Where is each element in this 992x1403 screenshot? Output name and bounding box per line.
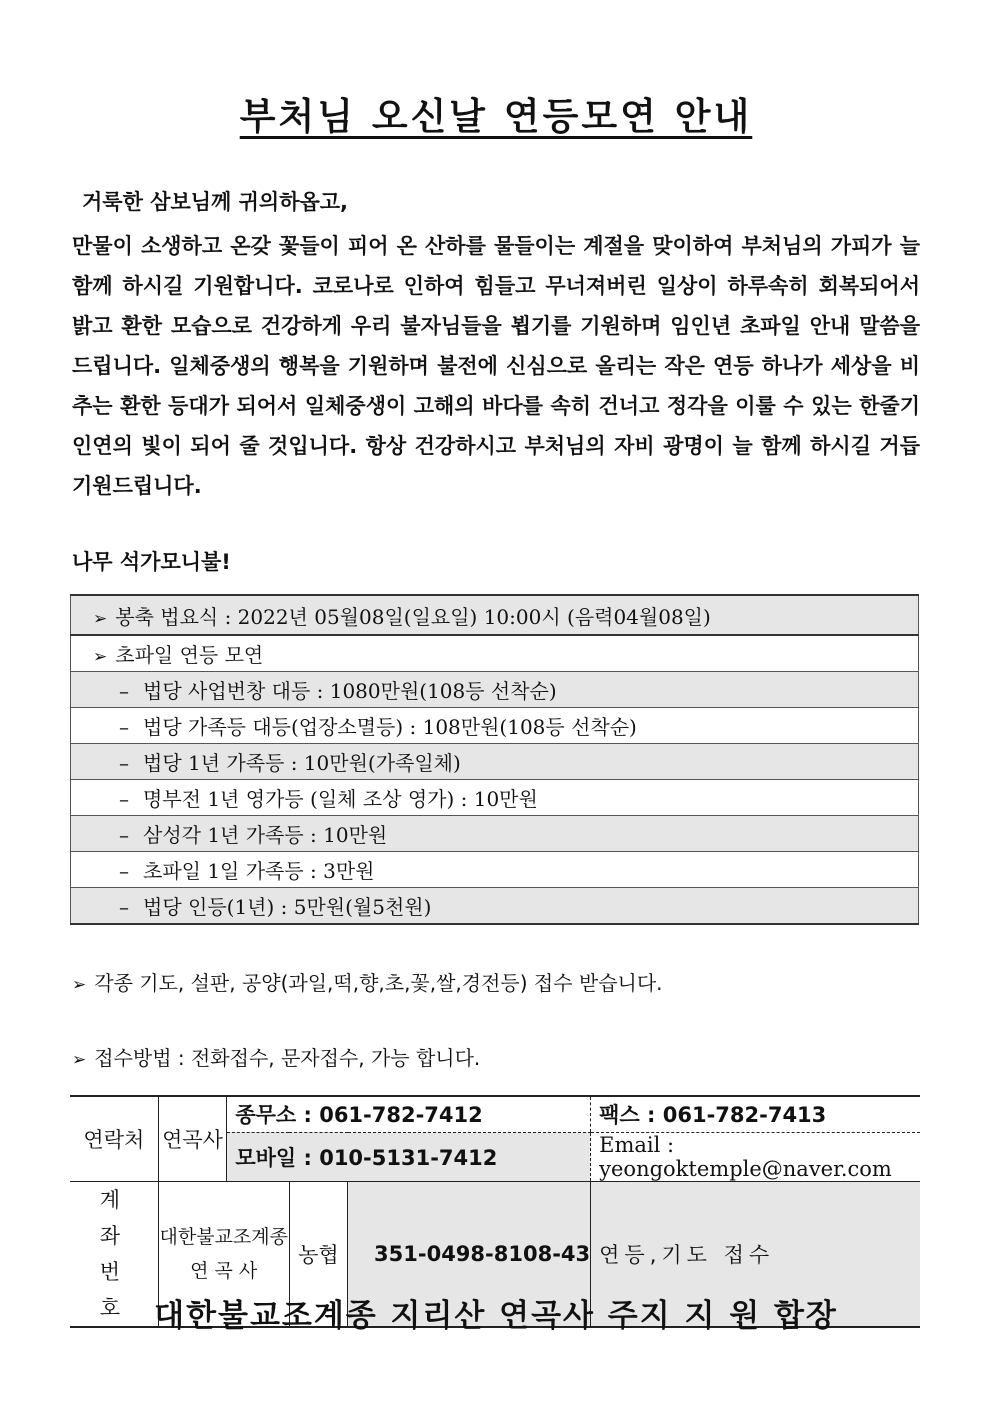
lantern-item-row — [71, 888, 919, 925]
mobile-phone: 모바일 : 010-5131-7412 — [227, 1132, 591, 1181]
lantern-item-row — [71, 708, 919, 744]
lantern-item-row — [71, 744, 919, 780]
footer-signature: 대한불교조계종 지리산 연곡사 주지 지 원 합장 — [154, 1298, 838, 1334]
lantern-item: 법당 가족등 대등(업장소멸등) : 108만원(108등 선착순) — [143, 715, 637, 739]
lantern-item-row — [71, 780, 919, 816]
dash-icon: – — [119, 751, 129, 775]
lantern-heading-row — [71, 635, 919, 672]
lantern-item: 초파일 1일 가족등 : 3만원 — [143, 859, 375, 883]
note-method — [72, 1042, 480, 1071]
note-text: 각종 기도, 설판, 공양(과일,떡,향,초,꽃,쌀,경전등) 접수 받습니다. — [94, 971, 663, 995]
page-title: 부처님 오신날 연등모연 안내 — [239, 95, 753, 138]
lantern-item: 명부전 1년 영가등 (일체 조상 영가) : 10만원 — [143, 787, 538, 811]
lantern-item: 법당 사업번창 대등 : 1080만원(108등 선착순) — [143, 679, 557, 703]
ceremony-row — [71, 595, 919, 635]
arrow-icon: ➢ — [72, 975, 87, 995]
dash-icon: – — [119, 859, 129, 883]
greeting-text: 거룩한 삼보님께 귀의하옵고, — [82, 190, 349, 214]
ceremony-text: 봉축 법요식 : 2022년 05월08일(일요일) 10:00시 (음력04월08일) — [115, 604, 711, 629]
temple-name: 연곡사 — [158, 1096, 227, 1181]
lantern-item: 법당 인등(1년) : 5만원(월5천원) — [143, 895, 432, 919]
bank-name: 농협 — [289, 1181, 347, 1327]
lantern-item: 법당 1년 가족등 : 10만원(가족일체) — [143, 751, 461, 775]
dash-icon: – — [119, 715, 129, 739]
account-number: 351-0498-8108-43 — [348, 1181, 591, 1327]
lantern-item-row — [71, 672, 919, 708]
lantern-heading: 초파일 연등 모연 — [115, 643, 264, 667]
closing-text: 나무 석가모니불! — [72, 550, 231, 574]
fax-number: 팩스 : 061-782-7413 — [591, 1096, 920, 1132]
account-purpose: 연등,기도 접수 — [591, 1181, 920, 1327]
lantern-item-row — [71, 852, 919, 888]
service-table — [70, 594, 919, 925]
dash-icon: – — [119, 787, 129, 811]
body-paragraph: 만물이 소생하고 온갖 꽃들이 피어 온 산하를 물들이는 계절을 맞이하여 부처님의 가피가 늘 함께 하시길 기원합니다. 코로나로 인하여 힘들고 무너져버린 일상이 하루속히 회복되어서 밝고 환한 모습으로 건강하게 우리 불자님들을 뵙기를 기원하며 임인년 초파일 안내 말씀을 드립니다. 일체중생의 행복을 기원하며 불전에 신심으로 올리는 작은 연등 하나가 세상을 비추는 환한 등대가 되어서 일체중생이 고해의 바다를 속히 건너고 정각을 이룰 수 있는 한줄기 인연의 빛이 되어 줄 것입니다. 항상 건강하시고 부처님의 자비 광명이 늘 함께 하시길 거듭 기원드립니다. — [72, 234, 920, 498]
account-holder: 대한불교조계종 연 곡 사 — [158, 1181, 289, 1327]
dash-icon: – — [119, 679, 129, 703]
arrow-icon: ➢ — [93, 608, 108, 629]
note-offerings — [72, 967, 663, 996]
dash-icon: – — [119, 823, 129, 847]
lantern-item-row — [71, 816, 919, 852]
email-address: Email : yeongoktemple@naver.com — [599, 1132, 892, 1181]
office-phone: 종무소 : 061-782-7412 — [227, 1096, 591, 1132]
contact-label: 연락처 — [70, 1096, 158, 1181]
account-label: 계 좌 번 호 — [70, 1181, 158, 1327]
lantern-item: 삼성각 1년 가족등 : 10만원 — [143, 823, 388, 847]
dash-icon: – — [119, 895, 129, 919]
arrow-icon: ➢ — [93, 647, 108, 667]
note-text: 접수방법 : 전화접수, 문자접수, 가능 합니다. — [94, 1046, 481, 1070]
arrow-icon: ➢ — [72, 1050, 87, 1070]
